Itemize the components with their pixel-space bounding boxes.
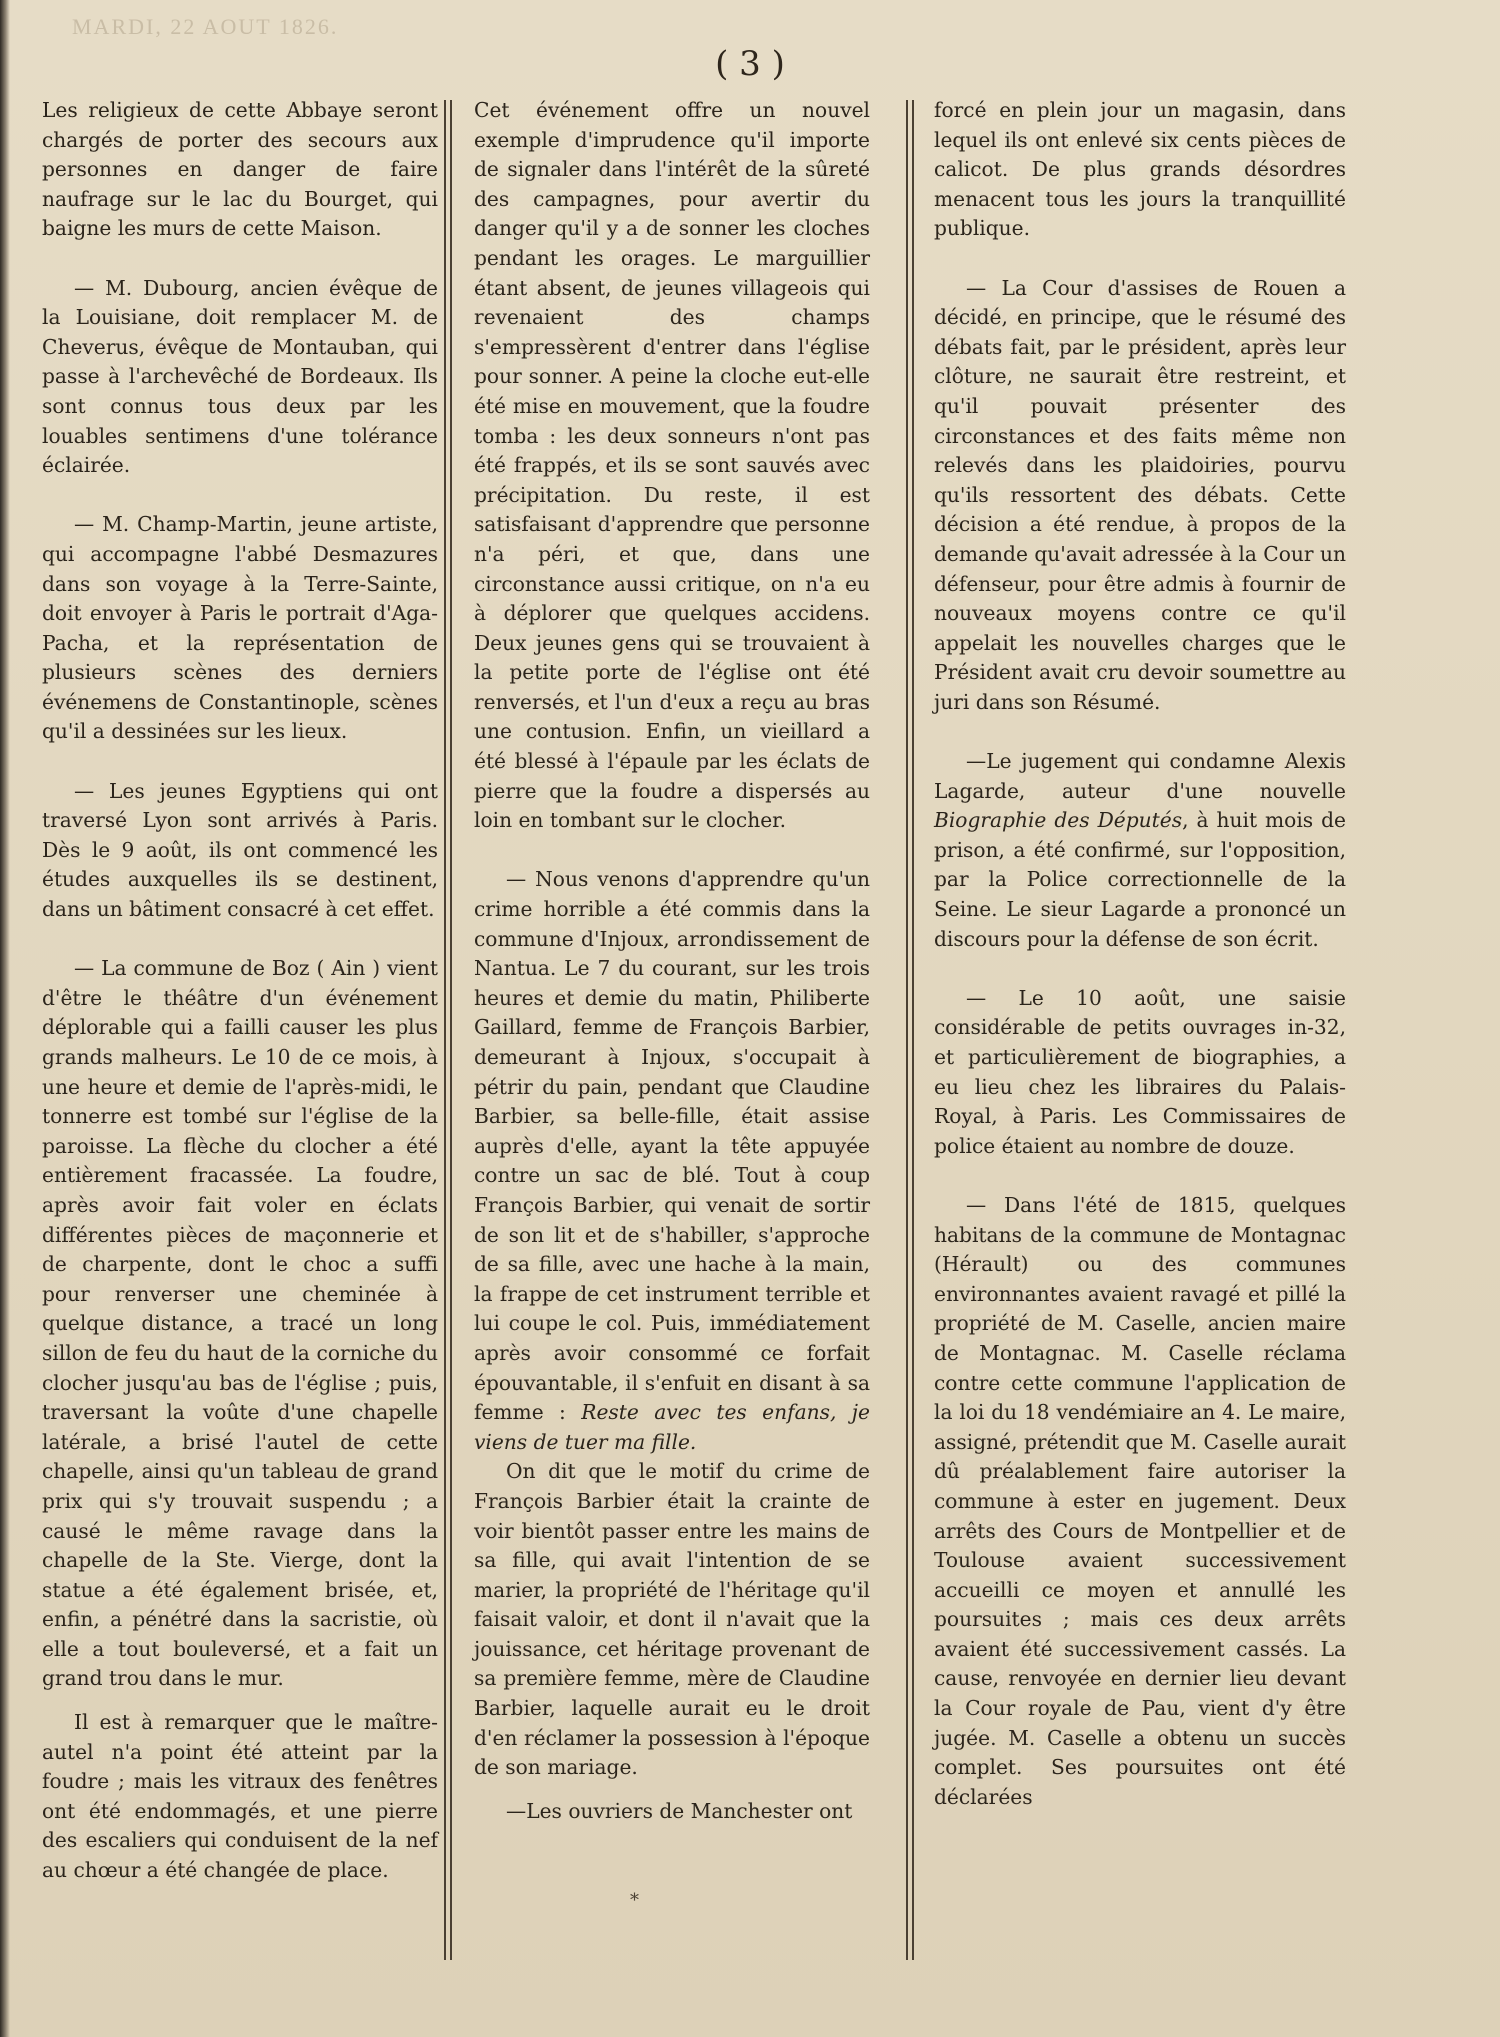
article-paragraph: — M. Champ-Martin, jeune artiste, qui accompagne l'abbé Desmazures dans son voyage à la Terre-Sainte, doit envoyer à Paris le portrait d'Aga-Pacha, et la représentation de plusieurs scènes des derniers événemens de Constantinople, scènes qu'il a dessinées sur les lieux. <box>42 512 438 744</box>
column-rule <box>906 100 908 1960</box>
article-paragraph: — La Cour d'assises de Rouen a décidé, en principe, que le résumé des débats fait, par le président, après leur clôture, ne saurait être restreint, et qu'il pouvait présenter des circonstances et des faits même non relevés dans les plaidoiries, pourvu qu'ils ressortent des débats. Cette décision a été rendue, à propos de la demande qu'avait adressée à la Cour un défenseur, pour être admis à fournir de nouveaux moyens contre ce qu'il appelait les nouvelles charges que le Président avait cru devoir soumettre au juri dans son Résumé. <box>934 275 1346 714</box>
article-paragraph: —Les ouvriers de Manchester ont <box>506 1798 853 1823</box>
article-paragraph: — Le 10 août, une saisie considérable de petits ouvrages in-32, et particulièrement de biographies, a eu lieu chez les libraires du Palais-Royal, à Paris. Les Commissaires de police étaient au nombre de douze. <box>934 985 1346 1158</box>
paragraph-text: , à huit mois de prison, a été confirmé, sur l'opposition, par la Police correctionnelle de la Seine. Le sieur Lagarde a prononcé un discours pour la défense de son écrit. <box>934 808 1346 951</box>
column-right <box>934 96 1346 1812</box>
article-paragraph: — M. Dubourg, ancien évêque de la Louisiane, doit remplacer M. de Cheverus, évêque de Montauban, qui passe à l'archevêché de Bordeaux. Ils sont connus tous deux par les louables sentimens d'une tolérance éclairée. <box>42 275 438 478</box>
page-edge-shadow <box>0 0 10 2037</box>
printer-mark: * <box>630 1890 639 1911</box>
column-rule <box>912 100 914 1960</box>
article-paragraph: Les religieux de cette Abbaye seront chargés de porter des secours aux personnes en danger de faire naufrage sur le lac du Bourget, qui baigne les murs de cette Maison. <box>42 98 438 241</box>
article-paragraph: — La commune de Boz ( Ain ) vient d'être le théâtre d'un événement déplorable qui a failli causer les plus grands malheurs. Le 10 de ce mois, à une heure et demie de l'après-midi, le tonnerre est tombé sur l'église de la paroisse. La flèche du clocher a été entièrement fracassée. La foudre, après avoir fait voler en éclats différentes pièces de maçonnerie et de charpente, dont le choc a suffi pour renverser une cheminée à quelque distance, a tracé un long sillon de feu du haut de la corniche du clocher jusqu'au bas de l'église ; puis, traversant la voûte d'une chapelle latérale, a brisé l'autel de cette chapelle, ainsi qu'un tableau de grand prix qui s'y trouvait suspendu ; a causé le même ravage dans la chapelle de la Ste. Vierge, dont la statue a été également brisée, et, enfin, a pénétré dans la sacristie, où elle a tout bouleversé, et a fait un grand trou dans le mur. <box>42 956 438 1691</box>
article-paragraph <box>474 865 870 1457</box>
paragraph-text: — Nous venons d'apprendre qu'un crime horrible a été commis dans la commune d'Injoux, arrondissement de Nantua. Le 7 du courant, sur les trois heures et demie du matin, Philiberte Gaillard, femme de François Barbier, demeurant à Injoux, s'occupait à pétrir du pain, pendant que Claudine Barbier, sa belle-fille, était assise auprès d'elle, ayant la tête appuyée contre un sac de blé. Tout à coup François Barbier, qui venait de sortir de son lit et de s'habiller, s'approche de sa fille, avec une hache à la main, la frappe de cet instrument terrible et lui coupe le col. Puis, immédiatement après avoir consommé ce forfait épouvantable, il s'enfuit en disant à sa femme : <box>474 867 870 1425</box>
column-rule <box>450 100 452 1960</box>
column-rule <box>444 100 446 1960</box>
book-title-italic: Biographie des Députés <box>934 808 1183 833</box>
column-middle <box>474 96 870 1826</box>
quoted-words-italic: Reste avec tes enfans, je viens de tuer ma fille. <box>474 1400 870 1454</box>
column-left <box>42 96 438 1886</box>
article-paragraph: — Les jeunes Egyptiens qui ont traversé Lyon sont arrivés à Paris. Dès le 9 août, ils ont commencé les études auxquelles ils se destinent, dans un bâtiment consacré à cet effet. <box>42 778 438 922</box>
article-paragraph: Cet événement offre un nouvel exemple d'imprudence qu'il importe de signaler dans l'intérêt de la sûreté des campagnes, pour avertir du danger qu'il y a de sonner les cloches pendant les orages. Le marguillier étant absent, de jeunes villageois qui revenaient des champs s'empressèrent d'entrer dans l'église pour sonner. A peine la cloche eut-elle été mise en mouvement, que la foudre tomba : les deux sonneurs n'ont pas été frappés, et ils se sont sauvés avec précipitation. Du reste, il est satisfaisant d'apprendre que personne n'a péri, et que, dans une circonstance aussi critique, on n'a eu à déplorer que quelques accidens. Deux jeunes gens qui se trouvaient à la petite porte de l'église ont été renversés, et l'un d'eux a reçu au bras une contusion. Enfin, un vieillard a été blessé à l'épaule par les éclats de pierre que la foudre a dispersés au loin en tombant sur le clocher. <box>474 98 870 833</box>
page-number: ( 3 ) <box>715 44 785 84</box>
faded-header-bleedthrough: MARDI, 22 AOUT 1826. <box>72 14 339 39</box>
article-paragraph: On dit que le motif du crime de François Barbier était la crainte de voir bientôt passer entre les mains de sa fille, qui avait l'intention de se marier, la propriété de l'héritage qu'il faisait valoir, et dont il n'avait que la jouissance, cet héritage provenant de sa première femme, mère de Claudine Barbier, laquelle aurait eu le droit d'en réclamer la possession à l'époque de son mariage. <box>474 1459 870 1780</box>
article-paragraph <box>934 747 1346 954</box>
article-paragraph: Il est à remarquer que le maître-autel n'a point été atteint par la foudre ; mais les vitraux des fenêtres ont été endommagés, et une pierre des escaliers qui conduisent de la nef au chœur a été changée de place. <box>42 1710 438 1883</box>
paragraph-text: —Le jugement qui condamne Alexis Lagarde, auteur d'une nouvelle <box>934 749 1346 803</box>
article-paragraph: — Dans l'été de 1815, quelques habitans de la commune de Montagnac (Hérault) ou des communes environnantes avaient ravagé et pillé la propriété de M. Caselle, ancien maire de Montagnac. M. Caselle réclama contre cette commune l'application de la loi du 18 vendémiaire an 4. Le maire, assigné, prétendit que M. Caselle aurait dû préalablement faire autoriser la commune à ester en jugement. Deux arrêts des Cours de Montpellier et de Toulouse avaient successivement accueilli ce moyen et annullé les poursuites ; mais ces deux arrêts avaient été successivement cassés. La cause, renvoyée en dernier lieu devant la Cour royale de Pau, vient d'y être jugée. M. Caselle a obtenu un succès complet. Ses poursuites ont été déclarées <box>934 1192 1346 1809</box>
article-paragraph: forcé en plein jour un magasin, dans lequel ils ont enlevé six cents pièces de calicot. De plus grands désordres menacent tous les jours la tranquillité publique. <box>934 98 1346 241</box>
